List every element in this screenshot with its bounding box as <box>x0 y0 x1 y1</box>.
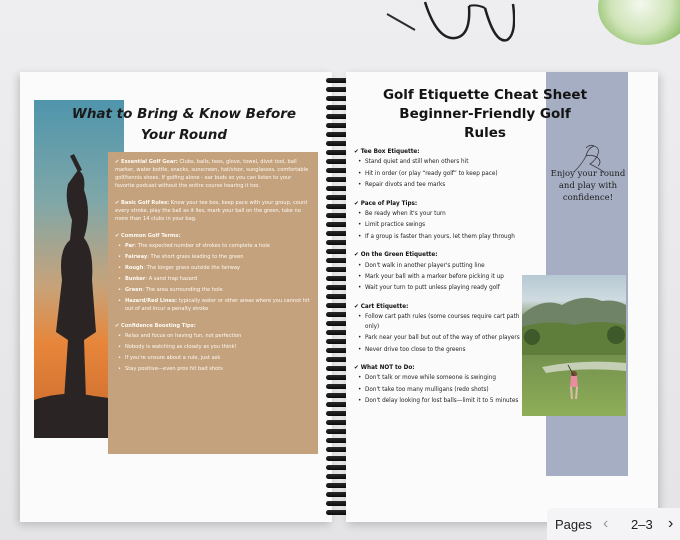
next-page-button[interactable]: › <box>668 515 674 532</box>
right-page <box>346 72 658 522</box>
right-page-title <box>360 86 610 143</box>
golf-terms-section <box>115 232 310 313</box>
term-definition: : The expected number of strokes to complete a hole <box>134 243 270 249</box>
on-the-green-section <box>354 251 534 294</box>
section-heading: ✔ Essential Golf Gear: <box>115 159 178 165</box>
title-line: Rules <box>464 125 506 141</box>
confidence-tips-section <box>115 322 310 373</box>
terms-list <box>115 242 310 313</box>
etiquette-list <box>354 148 534 416</box>
section-items <box>354 158 534 190</box>
section-heading: ✔ Pace of Play Tips: <box>354 200 418 207</box>
cart-etiquette-section <box>354 303 534 355</box>
pages-label: Pages <box>555 517 592 532</box>
section-heading: ✔ Cart Etiquette: <box>354 303 409 310</box>
term-name: Green <box>125 287 143 293</box>
list-item <box>115 242 310 250</box>
list-item: • Relax and focus on having fun, not perfection <box>115 332 310 340</box>
list-item: • Don't talk or move while someone is swinging <box>354 374 534 383</box>
tips-list <box>115 332 310 373</box>
list-item: • Wait your turn to putt unless playing ready golf <box>354 284 534 293</box>
list-item: • Follow cart path rules (some courses require cart path only) <box>354 313 534 332</box>
section-items <box>354 313 534 355</box>
list-item <box>115 253 310 261</box>
term-definition: : The longer grass outside the fairway <box>143 265 241 271</box>
section-heading: ✔ Basic Golf Rules: <box>115 200 170 206</box>
section-heading: ✔ On the Green Etiquette: <box>354 252 438 259</box>
essential-gear-section <box>115 158 310 190</box>
left-page-title: What to Bring & Know Before Your Round <box>71 106 297 143</box>
term-name: Bunker <box>125 276 146 282</box>
pace-of-play-section <box>354 200 534 243</box>
page-navigator <box>547 508 680 540</box>
list-item: • Nobody is watching as closely as you think! <box>115 343 310 351</box>
list-item: • Stand quiet and still when others hit <box>354 158 534 167</box>
list-item: • Be ready when it's your turn <box>354 210 534 219</box>
list-item: • Don't take too many mulligans (redo shots) <box>354 386 534 395</box>
list-item <box>115 297 310 313</box>
section-body: Know your tee box, keep pace with your group, count every stroke, play the ball as it lies, mark your ball on the green, take no more than 14 clubs in your bag. <box>115 200 308 222</box>
list-item <box>115 286 310 294</box>
section-items <box>354 210 534 242</box>
section-heading: ✔ Confidence Boosting Tips: <box>115 323 196 329</box>
gear-and-rules-box <box>108 152 318 454</box>
term-definition: : The area surrounding the hole <box>142 287 223 293</box>
tee-box-section <box>354 148 534 191</box>
term-definition: : The short grass leading to the green <box>147 254 244 260</box>
section-body: Clubs, balls, tees, glove, towel, divot tool, ball marker, water bottle, snacks, sunscreen, hat/visor, sunglasses, comfortable golf/tennis shoes. If golfing alone - ear buds so you can listen to your favorite podcast without the entire course hearing it too. <box>115 159 309 189</box>
term-name: Fairway <box>125 254 148 260</box>
book-spread <box>20 72 668 522</box>
what-not-to-do-section <box>354 364 534 407</box>
list-item: • If a group is faster than yours, let them play through <box>354 233 534 242</box>
enjoy-round-note: Enjoy your round and play with confidence! <box>550 169 626 203</box>
list-item: • If you're unsure about a rule, just ask <box>115 354 310 362</box>
list-item: • Park near your ball but out of the way of other players <box>354 334 534 343</box>
list-item: • Don't delay looking for lost balls—limit it to 5 minutes <box>354 397 534 406</box>
section-heading: ✔ Common Golf Terms: <box>115 233 181 239</box>
section-heading: ✔ What NOT to Do: <box>354 364 415 371</box>
list-item: • Don't walk in another player's putting line <box>354 262 534 271</box>
list-item: • Limit practice swings <box>354 221 534 230</box>
list-item: • Stay positive—even pros hit bad shots <box>115 365 310 373</box>
list-item: • Mark your ball with a marker before picking it up <box>354 273 534 282</box>
list-item <box>115 275 310 283</box>
current-pages-indicator: 2–3 <box>631 517 653 532</box>
list-item: • Hit in order (or play “ready golf” to keep pace) <box>354 170 534 179</box>
golf-course-photo <box>522 275 626 416</box>
basic-rules-section <box>115 199 310 223</box>
list-item: • Repair divots and tee marks <box>354 181 534 190</box>
list-item: • Never drive too close to the greens <box>354 346 534 355</box>
term-name: Par <box>125 243 135 249</box>
previous-page-button[interactable]: ‹ <box>603 515 609 532</box>
eyeglasses-icon <box>385 0 515 48</box>
section-heading: ✔ Tee Box Etiquette: <box>354 149 420 155</box>
title-line: Golf Etiquette Cheat Sheet <box>382 87 588 103</box>
section-items <box>354 262 534 294</box>
title-line: Beginner-Friendly Golf <box>399 106 571 122</box>
term-name: Hazard/Red Lines: <box>125 298 178 304</box>
term-name: Rough <box>125 265 144 271</box>
left-page <box>20 72 332 522</box>
term-definition: typically water or other areas where you cannot hit out of and incur a penalty stroke <box>125 298 310 312</box>
term-definition: : A sand trap hazard <box>145 276 198 282</box>
section-items <box>354 374 534 406</box>
list-item <box>115 264 310 272</box>
